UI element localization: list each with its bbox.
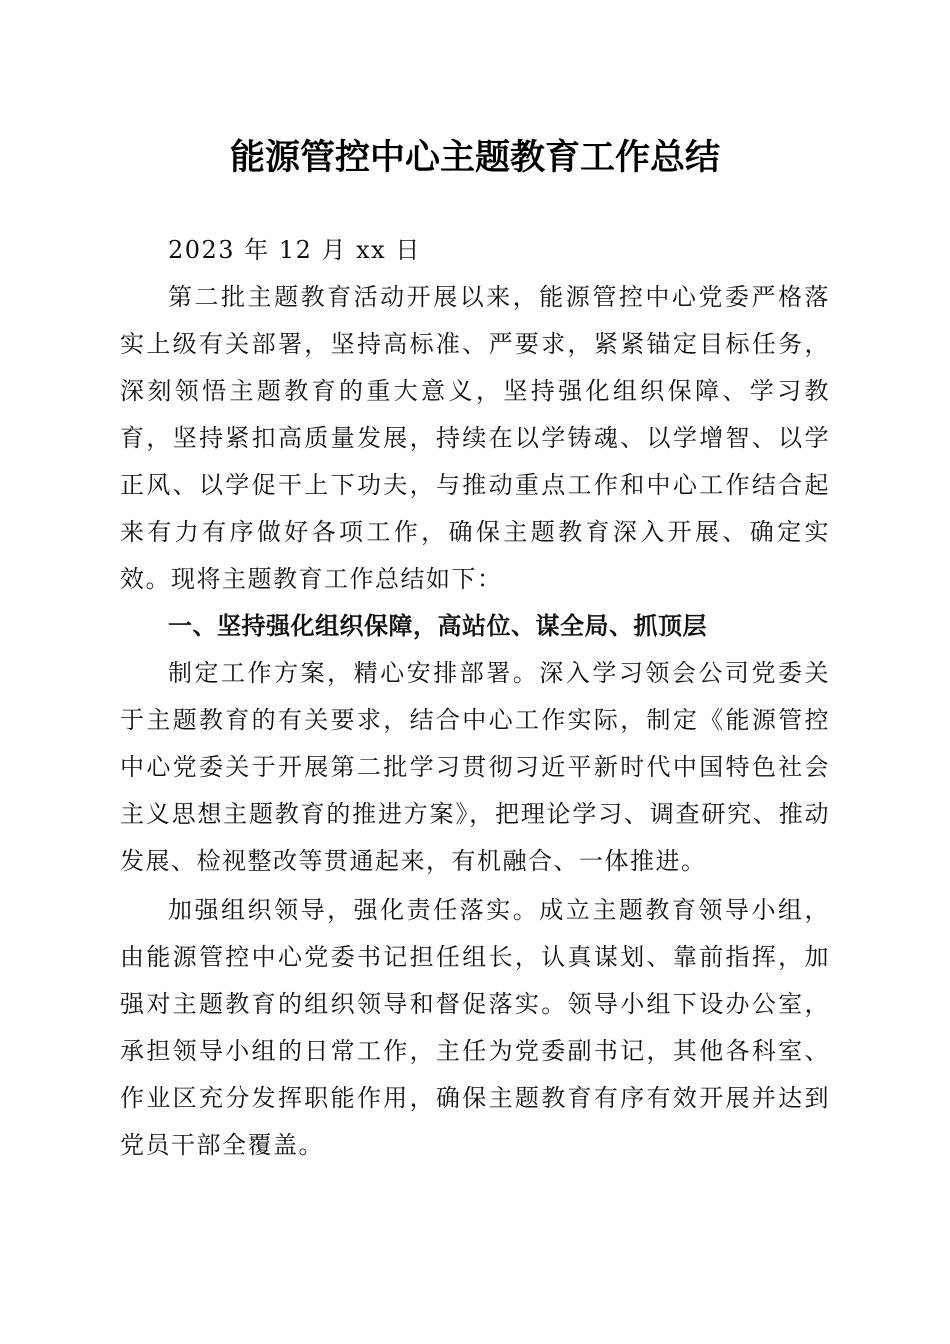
section-1-paragraph-1: 制定工作方案，精心安排部署。深入学习领会公司党委关于主题教育的有关要求，结合中心工作实际，制定《能源管控中心党委关于开展第二批学习贯彻习近平新时代中国特色社会主义思想主题教育的推进方案》，把理论学习、调查研究、推动发展、检视整改等贯通起来，有机融合、一体推进。 [120, 659, 830, 875]
document-body [120, 227, 830, 1169]
section-1-paragraph-2: 加强组织领导，强化责任落实。成立主题教育领导小组，由能源管控中心党委书记担任组长，认真谋划、靠前指挥，加强对主题教育的组织领导和督促落实。领导小组下设办公室，承担领导小组的日常工作，主任为党委副书记，其他各科室、作业区充分发挥职能作用，确保主题教育有序有效开展并达到党员干部全覆盖。 [120, 896, 830, 1159]
document-date: 2023 年 12 月 xx 日 [168, 236, 421, 264]
section-1-heading: 一、坚持强化组织保障，高站位、谋全局、抓顶层 [168, 612, 707, 640]
document-title: 能源管控中心主题教育工作总结 [229, 138, 720, 178]
intro-paragraph: 第二批主题教育活动开展以来，能源管控中心党委严格落实上级有关部署，坚持高标准、严要求，紧紧锚定目标任务，深刻领悟主题教育的重大意义，坚持强化组织保障、学习教育，坚持紧扣高质量发展，持续在以学铸魂、以学增智、以学正风、以学促干上下功夫，与推动重点工作和中心工作结合起来有力有序做好各项工作，确保主题教育深入开展、确定实效。现将主题教育工作总结如下： [120, 283, 830, 593]
